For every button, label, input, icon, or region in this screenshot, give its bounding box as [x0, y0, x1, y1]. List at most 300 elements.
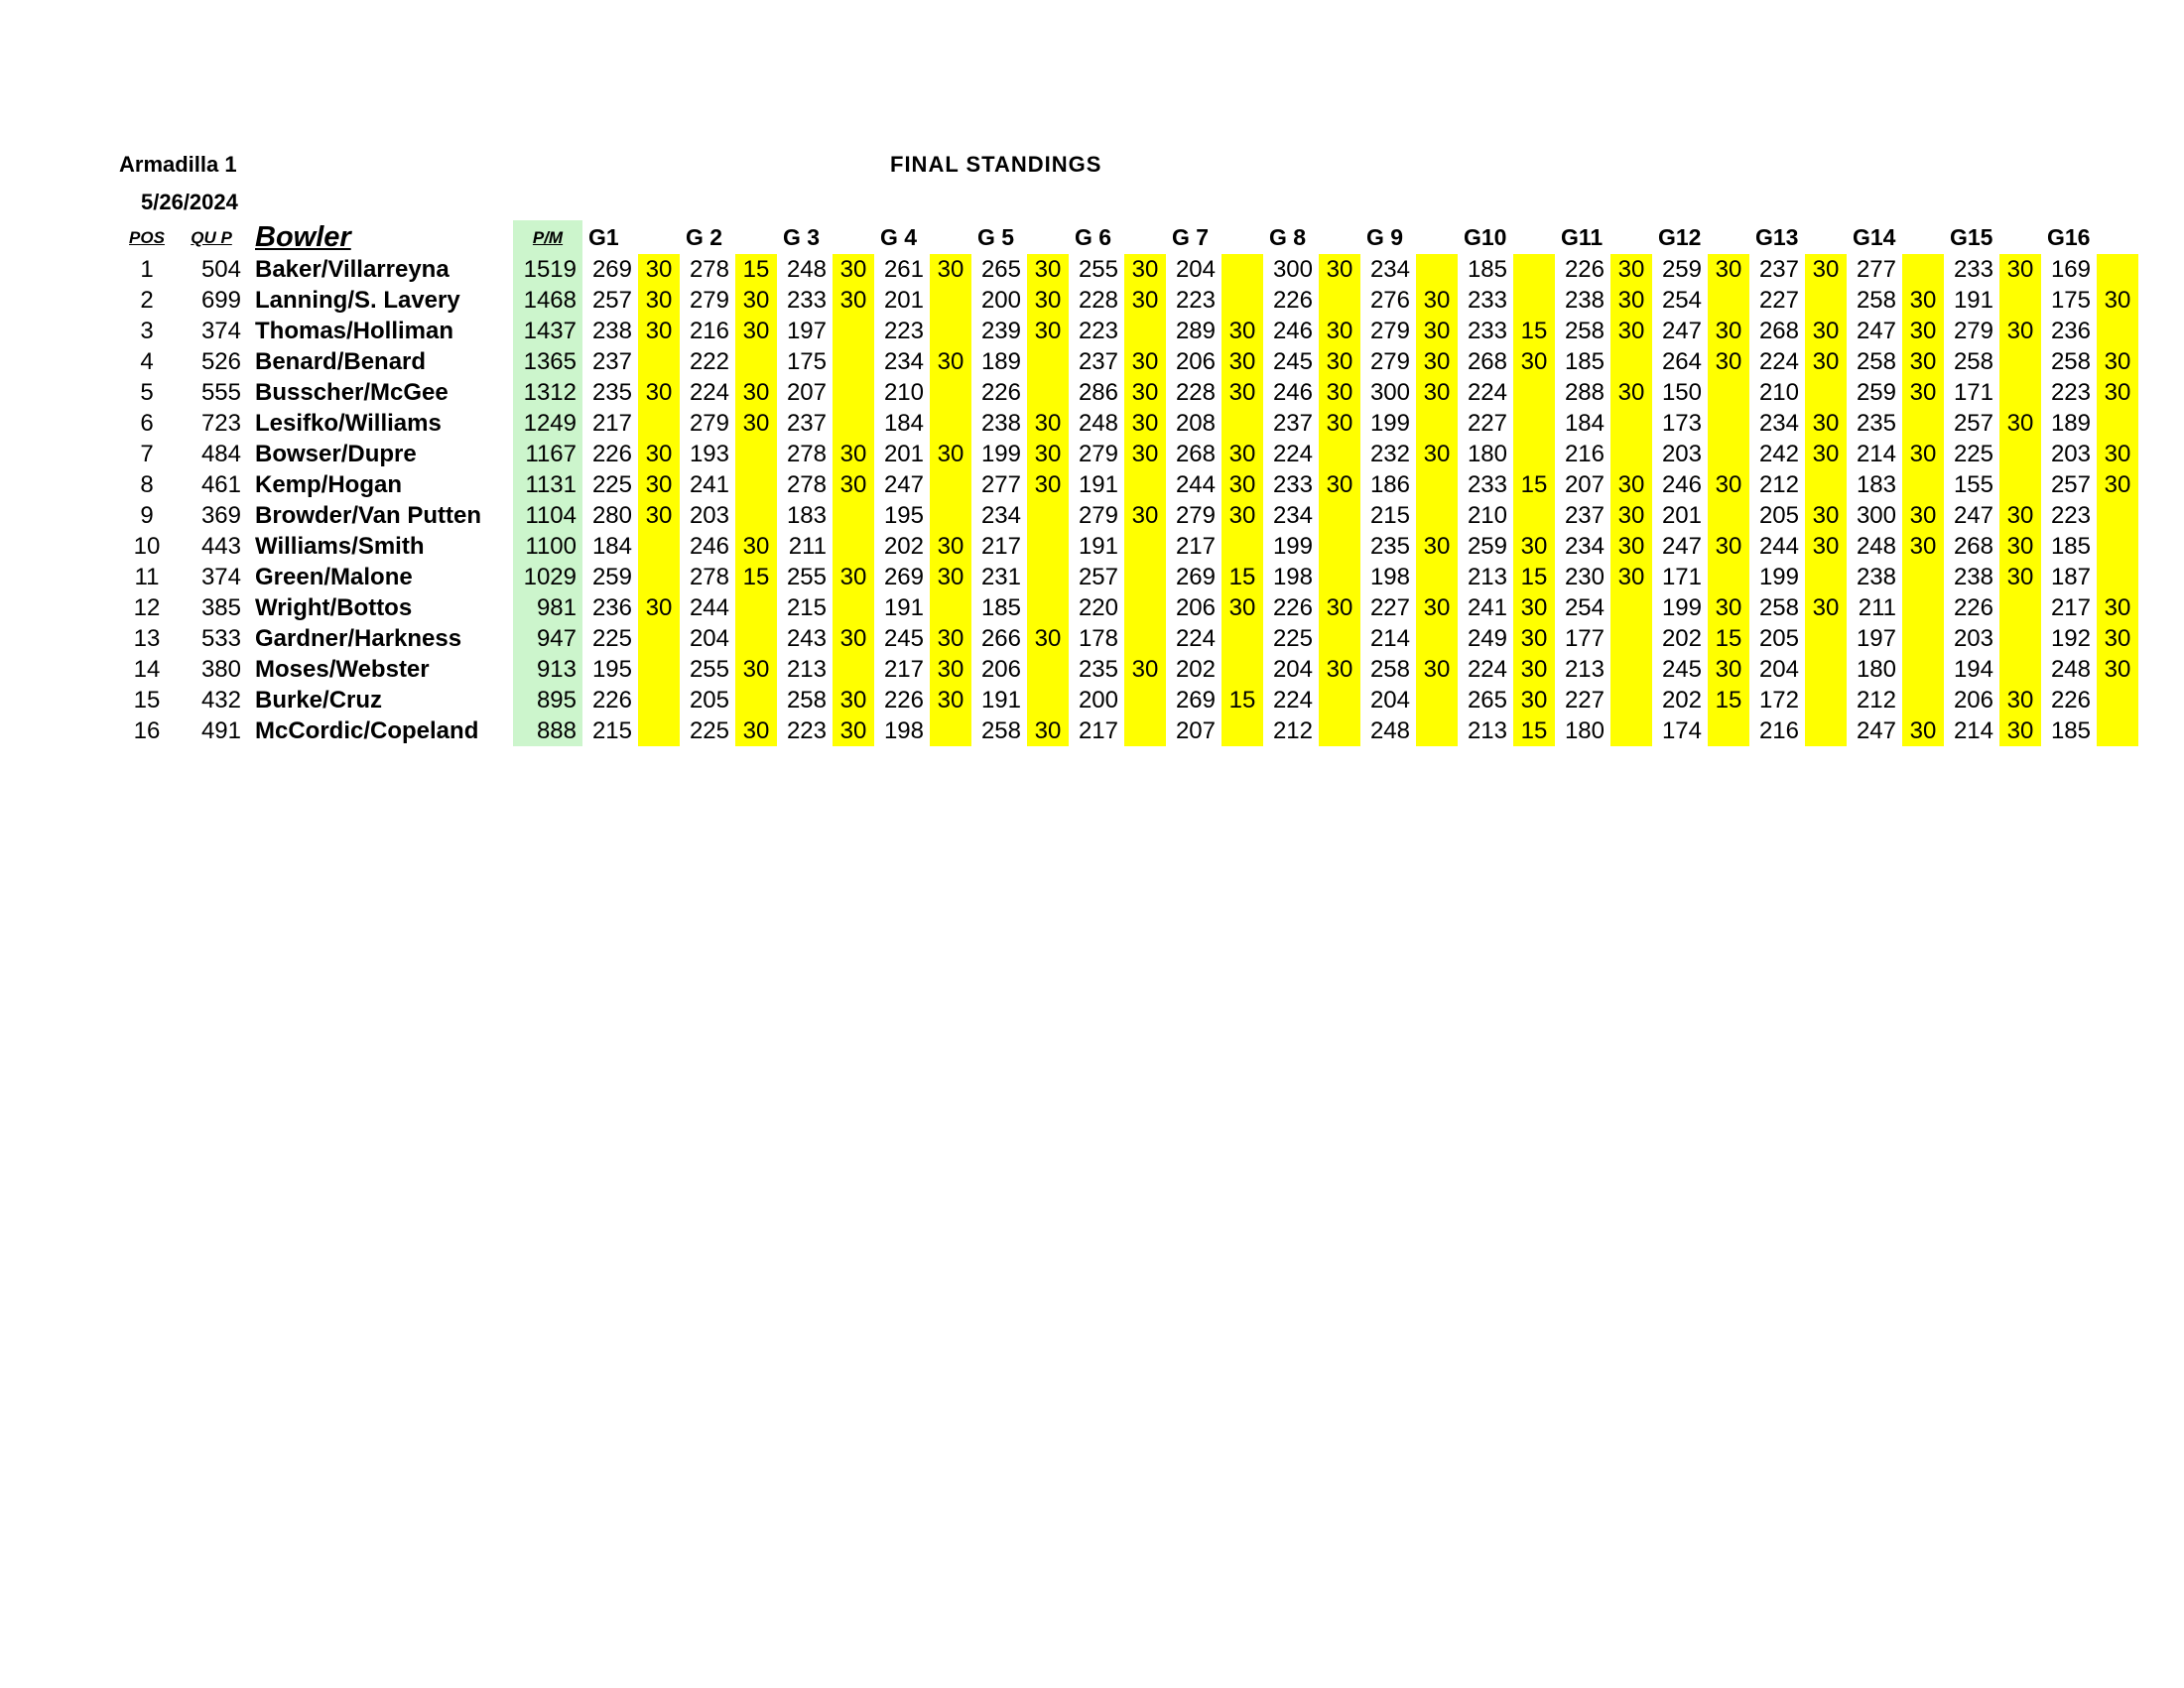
bowler-name-cell: Browder/Van Putten	[255, 502, 482, 529]
game-score-cell: 193	[689, 441, 729, 467]
bonus-cell: 15	[735, 254, 777, 285]
standings-table	[118, 220, 2138, 746]
bonus-cell	[735, 500, 777, 531]
game-score-cell: 207	[786, 379, 827, 406]
qualifying-points-cell: 443	[200, 533, 241, 560]
game-score-cell: 202	[883, 533, 924, 560]
bonus-cell	[930, 285, 971, 316]
bonus-cell: 30	[638, 285, 680, 316]
bonus-cell: 30	[1999, 715, 2041, 746]
bonus-cell	[1902, 469, 1944, 500]
bonus-cell: 30	[1805, 254, 1847, 285]
game-score-cell: 300	[1369, 379, 1410, 406]
table-row	[118, 715, 2138, 746]
bonus-cell	[1513, 500, 1555, 531]
position-cell: 2	[140, 287, 154, 314]
game-score-cell: 238	[1564, 287, 1605, 314]
game-header: G 3	[783, 223, 821, 250]
bonus-cell	[1902, 592, 1944, 623]
game-score-cell: 248	[1856, 533, 1896, 560]
bonus-cell	[1027, 531, 1069, 562]
game-score-cell: 254	[1661, 287, 1702, 314]
bonus-cell: 30	[1513, 685, 1555, 715]
bonus-cell	[1805, 377, 1847, 408]
game-score-cell: 277	[980, 471, 1021, 498]
game-score-cell: 234	[883, 348, 924, 375]
bonus-cell: 30	[1805, 408, 1847, 439]
bonus-cell: 30	[638, 500, 680, 531]
bonus-cell: 30	[1319, 316, 1360, 346]
bonus-cell	[1513, 439, 1555, 469]
game-score-cell: 245	[883, 625, 924, 652]
bonus-cell: 30	[1610, 500, 1652, 531]
game-score-cell: 174	[1661, 717, 1702, 744]
bonus-cell	[1805, 715, 1847, 746]
bonus-cell: 15	[1708, 685, 1749, 715]
bonus-cell: 30	[1221, 469, 1263, 500]
game-score-cell: 265	[980, 256, 1021, 283]
game-score-cell: 223	[786, 717, 827, 744]
game-score-cell: 155	[1953, 471, 1993, 498]
game-score-cell: 180	[1467, 441, 1507, 467]
bonus-cell: 30	[1999, 408, 2041, 439]
game-score-cell: 228	[1078, 287, 1118, 314]
game-score-cell: 226	[1272, 594, 1313, 621]
bonus-cell	[735, 469, 777, 500]
bonus-cell	[638, 715, 680, 746]
game-score-cell: 276	[1369, 287, 1410, 314]
position-cell: 11	[134, 564, 160, 590]
bonus-cell: 15	[1221, 562, 1263, 592]
game-score-cell: 259	[1661, 256, 1702, 283]
game-score-cell: 259	[1467, 533, 1507, 560]
game-score-cell: 225	[689, 717, 729, 744]
game-score-cell: 289	[1175, 318, 1216, 344]
game-score-cell: 247	[1661, 318, 1702, 344]
bonus-cell: 30	[1902, 316, 1944, 346]
bonus-cell	[1319, 439, 1360, 469]
bonus-cell: 30	[1221, 377, 1263, 408]
bonus-cell	[1610, 623, 1652, 654]
game-score-cell: 206	[1175, 594, 1216, 621]
game-score-cell: 189	[2050, 410, 2091, 437]
bonus-cell	[1513, 377, 1555, 408]
bonus-cell: 30	[735, 377, 777, 408]
game-score-cell: 278	[689, 256, 729, 283]
game-score-cell: 208	[1175, 410, 1216, 437]
bonus-cell	[1902, 685, 1944, 715]
bonus-cell	[1805, 285, 1847, 316]
table-row	[118, 500, 2138, 531]
bonus-cell: 30	[735, 408, 777, 439]
qualifying-points-cell: 461	[200, 471, 241, 498]
game-score-cell: 278	[786, 471, 827, 498]
qualifying-points-cell: 504	[200, 256, 241, 283]
table-row	[118, 377, 2138, 408]
game-score-cell: 216	[689, 318, 729, 344]
game-score-cell: 184	[883, 410, 924, 437]
bonus-cell: 30	[1513, 592, 1555, 623]
game-score-cell: 247	[1661, 533, 1702, 560]
game-score-cell: 237	[591, 348, 632, 375]
pm-total-cell: 1100	[513, 531, 582, 562]
game-score-cell: 254	[1564, 594, 1605, 621]
bonus-cell: 30	[638, 439, 680, 469]
game-header: G 7	[1172, 223, 1210, 250]
bonus-cell	[1221, 531, 1263, 562]
bonus-cell	[1416, 254, 1458, 285]
game-score-cell: 257	[591, 287, 632, 314]
table-row	[118, 346, 2138, 377]
game-score-cell: 184	[1564, 410, 1605, 437]
table-row	[118, 285, 2138, 316]
game-score-cell: 187	[2050, 564, 2091, 590]
table-row	[118, 469, 2138, 500]
pm-total-cell: 1365	[513, 346, 582, 377]
position-cell: 12	[133, 594, 161, 621]
bonus-cell: 30	[1805, 531, 1847, 562]
bonus-cell	[735, 346, 777, 377]
game-score-cell: 217	[1078, 717, 1118, 744]
bonus-cell: 30	[833, 254, 874, 285]
game-score-cell: 233	[786, 287, 827, 314]
game-score-cell: 223	[883, 318, 924, 344]
game-score-cell: 258	[786, 687, 827, 714]
game-score-cell: 199	[1758, 564, 1799, 590]
bonus-cell: 30	[638, 377, 680, 408]
game-score-cell: 213	[1467, 564, 1507, 590]
bonus-cell: 30	[1902, 500, 1944, 531]
game-score-cell: 300	[1856, 502, 1896, 529]
game-score-cell: 226	[591, 687, 632, 714]
game-score-cell: 224	[1467, 379, 1507, 406]
bonus-cell	[1708, 285, 1749, 316]
bonus-cell: 30	[1902, 715, 1944, 746]
game-score-cell: 169	[2050, 256, 2091, 283]
game-score-cell: 224	[1467, 656, 1507, 683]
game-score-cell: 225	[591, 625, 632, 652]
bonus-cell	[1221, 623, 1263, 654]
bonus-cell: 30	[1027, 623, 1069, 654]
game-score-cell: 212	[1856, 687, 1896, 714]
bowler-name-cell: Wright/Bottos	[255, 594, 413, 621]
game-score-cell: 201	[883, 287, 924, 314]
bonus-cell: 15	[1221, 685, 1263, 715]
bonus-cell: 30	[2097, 592, 2138, 623]
game-score-cell: 183	[1856, 471, 1896, 498]
bonus-cell: 30	[1708, 592, 1749, 623]
game-score-cell: 233	[1953, 256, 1993, 283]
bonus-cell: 30	[2097, 469, 2138, 500]
bonus-cell: 30	[833, 439, 874, 469]
game-score-cell: 216	[1564, 441, 1605, 467]
bonus-cell: 30	[1999, 316, 2041, 346]
game-score-cell: 266	[980, 625, 1021, 652]
bonus-cell	[1221, 408, 1263, 439]
bonus-cell	[1999, 654, 2041, 685]
game-score-cell: 185	[980, 594, 1021, 621]
game-score-cell: 231	[980, 564, 1021, 590]
game-score-cell: 213	[1467, 717, 1507, 744]
game-score-cell: 217	[883, 656, 924, 683]
game-score-cell: 248	[786, 256, 827, 283]
game-score-cell: 214	[1369, 625, 1410, 652]
bonus-cell: 30	[638, 254, 680, 285]
game-score-cell: 237	[786, 410, 827, 437]
bonus-cell: 30	[1319, 254, 1360, 285]
bonus-cell: 30	[735, 715, 777, 746]
bonus-cell: 30	[1319, 592, 1360, 623]
bonus-cell: 30	[833, 623, 874, 654]
bonus-cell	[1999, 346, 2041, 377]
bowler-header: Bowler	[255, 220, 351, 253]
game-score-cell: 213	[1564, 656, 1605, 683]
game-header: G 2	[686, 223, 723, 250]
game-score-cell: 241	[689, 471, 729, 498]
pm-total-cell: 981	[513, 592, 582, 623]
bonus-cell	[1027, 685, 1069, 715]
game-score-cell: 203	[2050, 441, 2091, 467]
game-score-cell: 210	[883, 379, 924, 406]
qualifying-points-cell: 432	[200, 687, 241, 714]
game-score-cell: 217	[2050, 594, 2091, 621]
qualifying-points-cell: 526	[200, 348, 241, 375]
bonus-cell	[1805, 623, 1847, 654]
event-date: 5/26/2024	[141, 190, 238, 214]
bonus-cell	[1902, 562, 1944, 592]
game-score-cell: 220	[1078, 594, 1118, 621]
bonus-cell: 30	[1513, 346, 1555, 377]
game-score-cell: 177	[1564, 625, 1605, 652]
bowler-name-cell: Moses/Webster	[255, 656, 430, 683]
bonus-cell: 30	[1027, 408, 1069, 439]
bonus-cell	[638, 623, 680, 654]
game-score-cell: 180	[1564, 717, 1605, 744]
bowler-name-cell: Busscher/McGee	[255, 379, 449, 406]
bonus-cell	[1999, 592, 2041, 623]
qualifying-points-cell: 484	[200, 441, 241, 467]
bonus-cell	[1708, 439, 1749, 469]
game-score-cell: 191	[883, 594, 924, 621]
table-row	[118, 592, 2138, 623]
bonus-cell: 30	[1416, 377, 1458, 408]
game-score-cell: 269	[1175, 564, 1216, 590]
game-score-cell: 185	[2050, 533, 2091, 560]
position-cell: 7	[140, 441, 154, 467]
game-score-cell: 255	[1078, 256, 1118, 283]
bonus-cell	[1124, 316, 1166, 346]
game-score-cell: 244	[689, 594, 729, 621]
qualifying-points-cell: 374	[200, 318, 241, 344]
position-cell: 9	[140, 502, 154, 529]
bonus-cell	[1124, 469, 1166, 500]
bonus-cell	[638, 562, 680, 592]
bowler-name-cell: Green/Malone	[255, 564, 413, 590]
bonus-cell	[1416, 685, 1458, 715]
game-score-cell: 227	[1564, 687, 1605, 714]
game-score-cell: 258	[2050, 348, 2091, 375]
game-score-cell: 201	[883, 441, 924, 467]
bonus-cell	[1027, 377, 1069, 408]
position-cell: 14	[133, 656, 161, 683]
game-score-cell: 227	[1369, 594, 1410, 621]
game-score-cell: 226	[980, 379, 1021, 406]
bonus-cell: 30	[1416, 592, 1458, 623]
game-header: G 6	[1075, 223, 1112, 250]
bonus-cell: 30	[1416, 346, 1458, 377]
game-score-cell: 211	[788, 533, 827, 560]
bonus-cell	[1027, 592, 1069, 623]
bonus-cell: 30	[1999, 562, 2041, 592]
game-score-cell: 197	[1856, 625, 1896, 652]
game-score-cell: 238	[591, 318, 632, 344]
game-score-cell: 255	[689, 656, 729, 683]
bonus-cell	[1610, 346, 1652, 377]
game-score-cell: 258	[1856, 348, 1896, 375]
game-score-cell: 225	[1953, 441, 1993, 467]
bonus-cell: 30	[1027, 254, 1069, 285]
bonus-cell	[1416, 623, 1458, 654]
game-score-cell: 223	[1078, 318, 1118, 344]
bonus-cell	[1221, 654, 1263, 685]
game-header: G 8	[1269, 223, 1307, 250]
bonus-cell: 30	[1124, 500, 1166, 531]
bonus-cell: 30	[1124, 285, 1166, 316]
bonus-cell	[1513, 254, 1555, 285]
game-score-cell: 207	[1175, 717, 1216, 744]
bonus-cell	[1221, 715, 1263, 746]
game-score-cell: 245	[1661, 656, 1702, 683]
qualifying-points-cell: 723	[200, 410, 241, 437]
bonus-cell: 30	[930, 623, 971, 654]
game-score-cell: 213	[786, 656, 827, 683]
bonus-cell	[1513, 408, 1555, 439]
bonus-cell	[930, 316, 971, 346]
game-score-cell: 237	[1564, 502, 1605, 529]
bonus-cell	[1999, 439, 2041, 469]
game-score-cell: 225	[1272, 625, 1313, 652]
bonus-cell	[1124, 531, 1166, 562]
table-row	[118, 623, 2138, 654]
bonus-cell: 30	[1610, 254, 1652, 285]
game-score-cell: 238	[1953, 564, 1993, 590]
bonus-cell	[1805, 469, 1847, 500]
bonus-cell: 30	[1416, 285, 1458, 316]
bonus-cell	[930, 469, 971, 500]
game-score-cell: 279	[1369, 348, 1410, 375]
game-score-cell: 228	[1175, 379, 1216, 406]
bonus-cell: 30	[1221, 316, 1263, 346]
bonus-cell	[1805, 685, 1847, 715]
qualifying-points-cell: 555	[200, 379, 241, 406]
game-score-cell: 300	[1272, 256, 1313, 283]
game-score-cell: 234	[1758, 410, 1799, 437]
page-title: FINAL STANDINGS	[890, 152, 1102, 177]
game-header: G11	[1561, 223, 1604, 250]
game-score-cell: 227	[1758, 287, 1799, 314]
bonus-cell: 30	[1416, 316, 1458, 346]
pm-total-cell: 1249	[513, 408, 582, 439]
game-score-cell: 280	[591, 502, 632, 529]
bonus-cell	[1416, 469, 1458, 500]
game-score-cell: 279	[1078, 502, 1118, 529]
bonus-cell: 30	[1221, 500, 1263, 531]
bonus-cell	[1124, 592, 1166, 623]
bonus-cell: 30	[735, 316, 777, 346]
bonus-cell	[1319, 531, 1360, 562]
game-score-cell: 268	[1175, 441, 1216, 467]
bonus-cell	[1610, 685, 1652, 715]
game-score-cell: 198	[1272, 564, 1313, 590]
bonus-cell: 30	[1027, 439, 1069, 469]
qualifying-points-cell: 533	[200, 625, 241, 652]
bonus-cell	[1027, 654, 1069, 685]
game-score-cell: 259	[1856, 379, 1896, 406]
game-score-cell: 278	[689, 564, 729, 590]
bonus-cell: 30	[638, 592, 680, 623]
table-row	[118, 654, 2138, 685]
game-score-cell: 255	[786, 564, 827, 590]
bonus-cell	[2097, 316, 2138, 346]
game-score-cell: 247	[1953, 502, 1993, 529]
game-header: G 5	[977, 223, 1015, 250]
bonus-cell	[1708, 408, 1749, 439]
bonus-cell	[1708, 562, 1749, 592]
bonus-cell: 30	[1610, 531, 1652, 562]
bonus-cell	[1999, 285, 2041, 316]
bonus-cell: 30	[1610, 377, 1652, 408]
bonus-cell: 30	[1902, 439, 1944, 469]
game-score-cell: 204	[1175, 256, 1216, 283]
pm-total-cell: 1104	[513, 500, 582, 531]
bonus-cell	[833, 377, 874, 408]
game-score-cell: 185	[2050, 717, 2091, 744]
bonus-cell	[1319, 562, 1360, 592]
position-cell: 15	[133, 687, 161, 714]
bonus-cell	[735, 439, 777, 469]
game-score-cell: 171	[1661, 564, 1702, 590]
bonus-cell	[1124, 715, 1166, 746]
game-score-cell: 232	[1369, 441, 1410, 467]
bonus-cell	[1513, 285, 1555, 316]
bonus-cell: 30	[735, 654, 777, 685]
game-score-cell: 206	[1175, 348, 1216, 375]
game-score-cell: 279	[1369, 318, 1410, 344]
bonus-cell	[1902, 254, 1944, 285]
position-cell: 16	[133, 717, 161, 744]
bonus-cell: 30	[638, 469, 680, 500]
position-cell: 13	[133, 625, 161, 652]
game-header: G16	[2047, 223, 2091, 250]
position-cell: 4	[140, 348, 154, 375]
bonus-cell: 30	[1902, 531, 1944, 562]
bonus-cell	[930, 592, 971, 623]
game-score-cell: 235	[1078, 656, 1118, 683]
game-score-cell: 248	[1078, 410, 1118, 437]
game-score-cell: 216	[1758, 717, 1799, 744]
game-score-cell: 248	[2050, 656, 2091, 683]
game-score-cell: 171	[1953, 379, 1993, 406]
position-cell: 8	[140, 471, 154, 498]
pm-total-cell: 913	[513, 654, 582, 685]
game-score-cell: 239	[980, 318, 1021, 344]
bonus-cell	[1610, 439, 1652, 469]
bonus-cell	[638, 408, 680, 439]
game-score-cell: 257	[1953, 410, 1993, 437]
game-score-cell: 202	[1175, 656, 1216, 683]
bonus-cell: 30	[1416, 439, 1458, 469]
game-score-cell: 199	[980, 441, 1021, 467]
